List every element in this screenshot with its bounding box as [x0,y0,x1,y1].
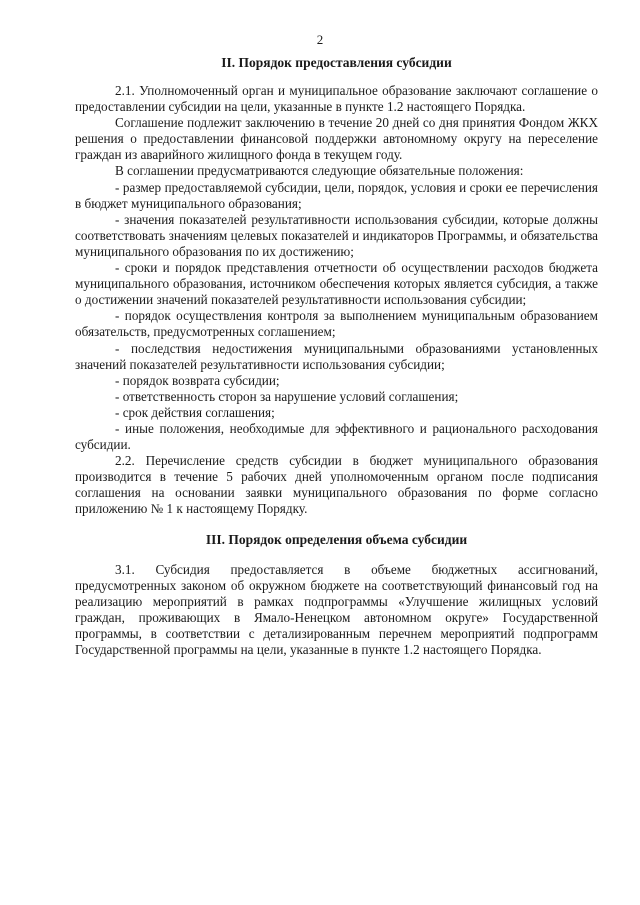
section-3-heading: III. Порядок определения объема субсидии [205,531,468,547]
list-item-consequences: - последствия недостижения муниципальными образованиями установленных значений показателей результативности использования субсидии; [75,340,598,372]
paragraph-agreement-term: Соглашение подлежит заключению в течение 20 дней со дня принятия Фондом ЖКХ решения о предоставлении финансовой поддержки автономному округу на переселение граждан из аварийного жилищного фонда в текущем году. [75,115,598,163]
paragraph-3-1: 3.1. Субсидия предоставляется в объеме бюджетных ассигнований, предусмотренных законом об окружном бюджете на соответствующий финансовый год на реализацию мероприятий в рамках подпрограммы «Улучшение жилищных условий граждан, проживающих в Ямало-Ненецком автономном округе» Государственной программы, в соответствии с детализированным перечнем мероприятий подпрограмм Государственной программы на цели, указанные в пункте 1.2 настоящего Порядка. [75,561,598,657]
section-2-heading: II. Порядок предоставления субсидии [221,55,452,70]
list-item-validity: - срок действия соглашения; [115,404,275,420]
list-item-responsibility: - ответственность сторон за нарушение условий соглашения; [115,388,459,404]
paragraph-2-2: 2.2. Перечисление средств субсидии в бюджет муниципального образования производится в течение 5 рабочих дней уполномоченным органом после подписания соглашения на основании заявки муниципального образования по форме согласно приложению № 1 к настоящему Порядку. [75,453,598,517]
paragraph-mandatory-provisions: В соглашении предусматриваются следующие обязательные положения: [115,163,524,179]
list-item-subsidy-size: - размер предоставляемой субсидии, цели, порядок, условия и сроки ее перечисления в бюджет муниципального образования; [75,179,598,211]
list-item-other: - иные положения, необходимые для эффективного и рационального расходования субсидии. [75,420,598,453]
list-item-reporting: - сроки и порядок представления отчетности об осуществлении расходов бюджета муниципального образования, источником обеспечения которых является субсидия, а также о достижении значений показателей результативности использования субсидии; [75,260,598,308]
paragraph-2-1: 2.1. Уполномоченный орган и муниципальное образование заключают соглашение о предоставлении субсидии на цели, указанные в пункте 1.2 настоящего Порядка. [75,83,598,115]
list-item-return: - порядок возврата субсидии; [115,372,280,388]
document-body [75,55,598,658]
page-number: 2 [316,32,324,47]
list-item-control: - порядок осуществления контроля за выполнением муниципальным образованием обязательств, предусмотренных соглашением; [75,308,598,340]
list-item-performance-indicators: - значения показателей результативности использования субсидии, которые должны соответствовать значениям целевых показателей и индикаторов Программы, и обязательства муниципального образования по их достижению; [75,211,598,259]
